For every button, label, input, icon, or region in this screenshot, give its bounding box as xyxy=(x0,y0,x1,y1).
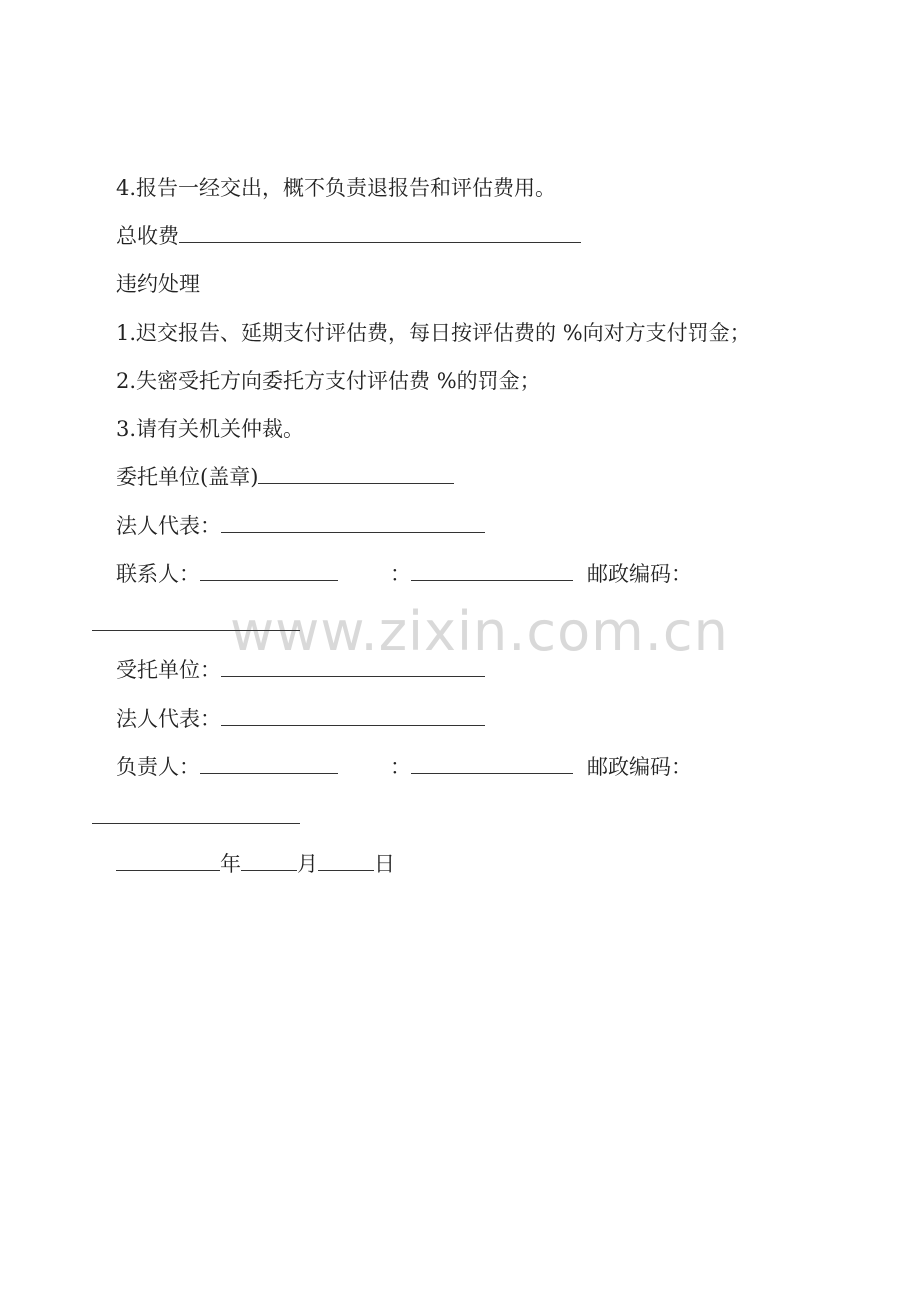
client-contact-line xyxy=(116,560,692,588)
breach-clause-3: 3.请有关机关仲裁。 xyxy=(116,417,305,441)
trustee-unit-blank[interactable] xyxy=(221,656,485,677)
year-blank[interactable] xyxy=(116,850,220,871)
year-label: 年 xyxy=(220,852,241,876)
clause-4: 4.报告一经交出，概不负责退报告和评估费用。 xyxy=(116,176,557,200)
total-fee-line xyxy=(116,222,581,250)
trustee-legal-rep-label: 法人代表： xyxy=(116,707,221,731)
trustee-postcode-blank[interactable] xyxy=(92,823,300,824)
responsible-blank[interactable] xyxy=(200,753,338,774)
client-legal-rep-label: 法人代表： xyxy=(116,514,221,538)
watermark: www.zixin.com.cn xyxy=(230,600,729,663)
breach-heading: 违约处理 xyxy=(116,272,200,296)
client-legal-rep-blank[interactable] xyxy=(221,512,485,533)
trustee-unit-label: 受托单位： xyxy=(116,658,221,682)
trustee-phone-blank[interactable] xyxy=(411,753,573,774)
phone-blank[interactable] xyxy=(411,560,573,581)
breach-clause-1: 1.迟交报告、延期支付评估费，每日按评估费的 %向对方支付罚金； xyxy=(116,321,751,345)
month-blank[interactable] xyxy=(241,850,297,871)
day-label: 日 xyxy=(374,852,395,876)
total-fee-label: 总收费 xyxy=(116,224,179,248)
trustee-legal-rep-blank[interactable] xyxy=(221,705,485,726)
trustee-postcode-label: 邮政编码： xyxy=(587,755,692,779)
trustee-unit-line xyxy=(116,656,485,684)
client-unit-blank[interactable] xyxy=(258,463,454,484)
postcode-label: 邮政编码： xyxy=(587,562,692,586)
client-unit-label: 委托单位(盖章) xyxy=(116,465,259,489)
breach-clause-2: 2.失密受托方向委托方支付评估费 %的罚金； xyxy=(116,369,541,393)
contact-label: 联系人： xyxy=(116,562,200,586)
day-blank[interactable] xyxy=(318,850,374,871)
client-unit-line xyxy=(116,463,454,491)
total-fee-blank[interactable] xyxy=(179,222,581,243)
client-postcode-blank[interactable] xyxy=(92,630,300,631)
trustee-phone-colon: ： xyxy=(390,755,411,779)
phone-colon: ： xyxy=(390,562,411,586)
client-legal-rep-line xyxy=(116,512,485,540)
trustee-responsible-line xyxy=(116,753,692,781)
month-label: 月 xyxy=(297,852,318,876)
contact-blank[interactable] xyxy=(200,560,338,581)
trustee-legal-rep-line xyxy=(116,705,485,733)
responsible-label: 负责人： xyxy=(116,755,200,779)
date-line xyxy=(116,850,395,878)
